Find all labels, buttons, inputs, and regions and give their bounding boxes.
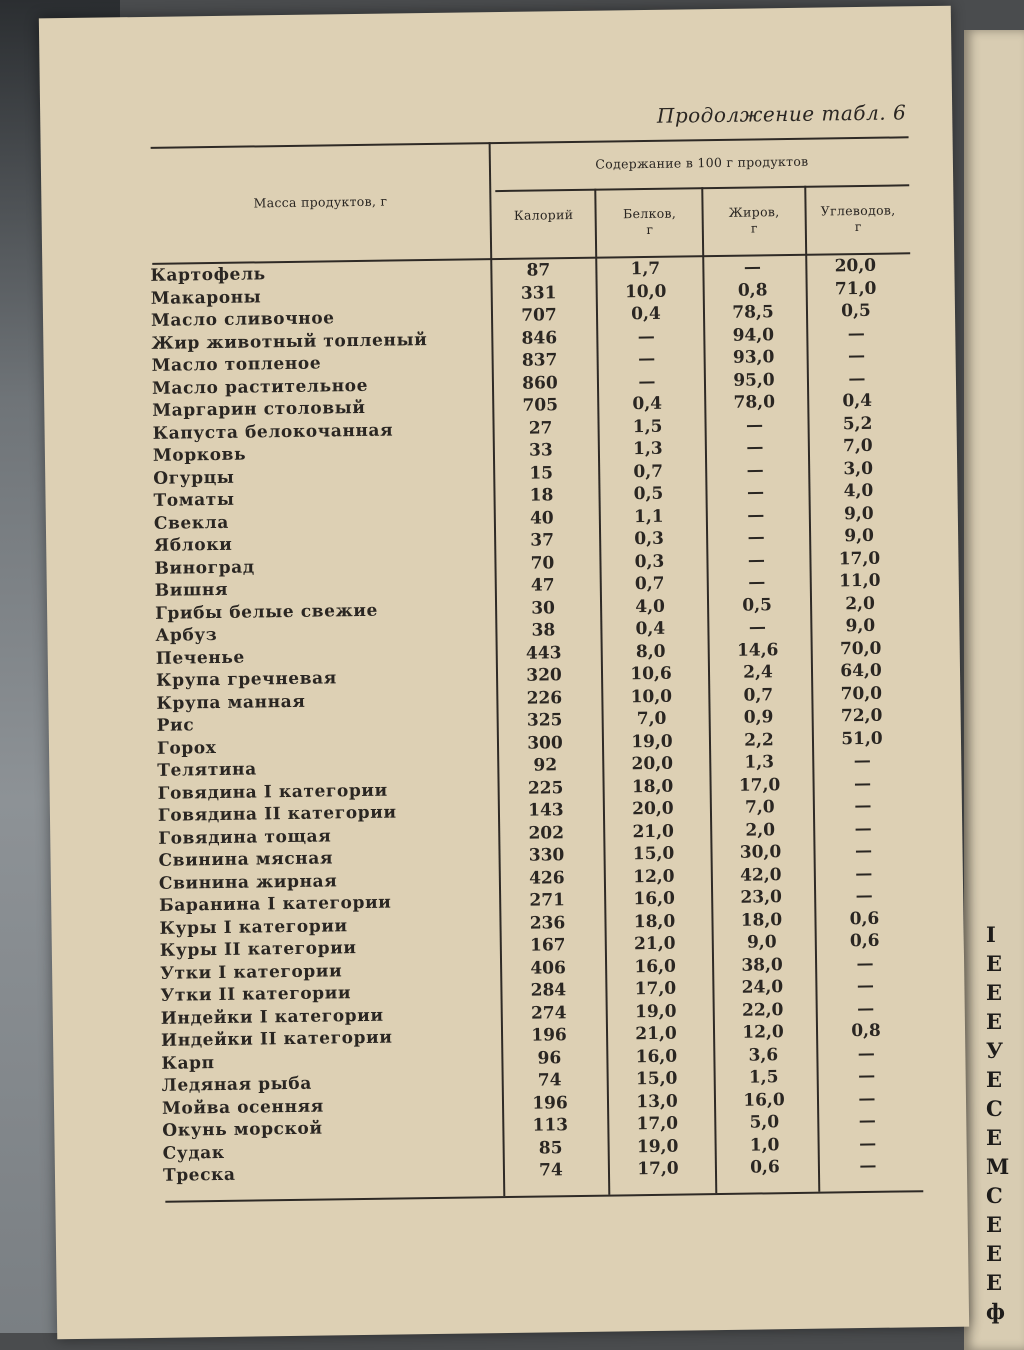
product-name: Масло растительное	[151, 375, 369, 399]
protein-value: 16,0	[633, 888, 676, 910]
header-content-group: Содержание в 100 г продуктов	[595, 153, 809, 172]
fat-value: 17,0	[738, 774, 781, 796]
fat-value: 38,0	[741, 954, 783, 976]
carbs-value: —	[856, 953, 874, 974]
carbs-value: —	[854, 840, 873, 862]
protein-value: 10,0	[630, 686, 673, 707]
book-page	[39, 6, 969, 1340]
protein-value: 12,0	[633, 866, 675, 887]
carbs-value: —	[853, 773, 872, 794]
adjacent-page-letter: Е	[986, 951, 1003, 976]
fat-value: 30,0	[739, 842, 782, 863]
calories-value: 225	[527, 777, 564, 799]
product-name: Куры I категории	[159, 915, 348, 939]
table-caption: Продолжение табл. 6	[656, 100, 907, 128]
fat-value: —	[746, 459, 764, 481]
product-name: Ледяная рыба	[161, 1073, 313, 1096]
protein-value: 0,3	[634, 551, 665, 572]
carbs-value: —	[859, 1155, 877, 1177]
carbs-value: —	[858, 1088, 876, 1109]
product-name: Томаты	[153, 489, 235, 511]
fat-value: 0,7	[743, 684, 774, 706]
fat-value: —	[747, 549, 766, 571]
fat-value: 93,0	[732, 347, 775, 368]
calories-value: 15	[529, 462, 554, 484]
calories-value: 37	[530, 530, 555, 551]
carbs-value: 4,0	[843, 480, 874, 502]
product-name: Жир животный топленый	[151, 329, 428, 354]
table-bottom-rule	[165, 1190, 923, 1203]
protein-value: 0,7	[634, 573, 665, 595]
product-name: Яблоки	[154, 534, 233, 556]
calories-value: 443	[525, 642, 562, 664]
product-name: Говядина II категории	[157, 802, 397, 826]
product-name: Капуста белокочанная	[152, 420, 394, 444]
fat-value: 7,0	[744, 797, 775, 818]
carbs-value: —	[857, 1043, 875, 1064]
calories-value: 18	[529, 485, 554, 506]
protein-value: 19,0	[631, 731, 673, 752]
protein-value: 1,5	[632, 416, 663, 437]
calories-value: 320	[526, 665, 562, 686]
calories-value: 85	[538, 1137, 563, 1159]
carbs-value: 9,0	[845, 615, 876, 637]
protein-value: 21,0	[635, 1023, 677, 1045]
adjacent-page-letter: С	[986, 1183, 1003, 1208]
calories-value: 202	[528, 822, 565, 844]
protein-value: 17,0	[636, 1113, 679, 1135]
calories-value: 426	[528, 867, 565, 889]
fat-value: 78,0	[733, 392, 776, 413]
fat-value: 1,0	[749, 1134, 780, 1156]
calories-value: 271	[529, 890, 566, 911]
protein-value: 4,0	[635, 596, 666, 617]
calories-value: 196	[531, 1025, 567, 1046]
adjacent-page-letter: Е	[986, 1067, 1003, 1092]
calories-value: 27	[528, 417, 553, 439]
product-name: Морковь	[152, 444, 247, 466]
calories-value: 707	[521, 305, 557, 326]
carbs-value: —	[853, 750, 871, 772]
calories-value: 330	[528, 845, 565, 866]
protein-value: 15,0	[632, 843, 675, 865]
product-name: Свинина жирная	[158, 870, 338, 894]
protein-value: 19,0	[634, 1001, 677, 1022]
calories-value: 274	[530, 1002, 567, 1024]
adjacent-page-letter: Е	[986, 1009, 1003, 1034]
fat-value: 2,0	[745, 819, 776, 841]
protein-value: 0,4	[635, 618, 666, 640]
fat-value: 9,0	[746, 932, 777, 953]
product-name: Окунь морской	[162, 1118, 323, 1141]
adjacent-page-letter: Е	[986, 1270, 1003, 1295]
product-name: Свинина мясная	[158, 848, 334, 871]
table-body	[150, 254, 923, 1187]
adjacent-page-letter: У	[986, 1038, 1004, 1063]
product-name: Карп	[161, 1052, 215, 1074]
fat-value: —	[743, 257, 762, 278]
calories-value: 705	[522, 395, 559, 416]
product-name: Картофель	[150, 264, 266, 286]
carbs-value: —	[857, 998, 875, 1019]
protein-value: 1,3	[632, 438, 663, 460]
calories-value: 143	[528, 800, 564, 821]
product-name: Свекла	[153, 512, 230, 534]
carbs-value: —	[858, 1133, 877, 1154]
fat-value: 1,3	[744, 752, 775, 773]
protein-value: 0,4	[631, 303, 661, 325]
fat-value: 16,0	[743, 1089, 785, 1111]
calories-value: 331	[520, 282, 557, 304]
product-name: Масло сливочное	[150, 308, 335, 331]
fat-value: 42,0	[740, 864, 782, 886]
calories-value: 226	[526, 687, 563, 709]
calories-value: 47	[530, 575, 555, 596]
carbs-value: —	[855, 885, 873, 907]
calories-value: 113	[532, 1115, 569, 1136]
product-name: Мойва осенняя	[161, 1096, 325, 1119]
calories-value: 38	[531, 620, 556, 641]
fat-value: 5,0	[749, 1112, 780, 1133]
carbs-value: —	[858, 1110, 876, 1132]
product-name: Телятина	[157, 759, 257, 781]
fat-value: —	[746, 437, 764, 458]
product-name: Крупа гречневая	[155, 668, 338, 691]
calories-value: 236	[529, 912, 566, 934]
product-name: Маргарин столовый	[152, 397, 366, 421]
product-name: Вишня	[154, 579, 229, 601]
protein-value: —	[637, 326, 655, 347]
adjacent-page-text	[986, 920, 1010, 1326]
fat-value: —	[748, 617, 767, 638]
carbs-value: —	[847, 323, 865, 344]
protein-value: 1,1	[633, 506, 664, 527]
fat-value: 94,0	[732, 324, 775, 346]
product-name: Индейки II категории	[160, 1027, 393, 1051]
calories-value: 167	[529, 935, 566, 956]
table-top-rule	[151, 136, 909, 149]
calories-value: 33	[528, 440, 553, 461]
protein-value: 18,0	[631, 776, 674, 797]
calories-value: 284	[530, 980, 567, 1001]
protein-value: 21,0	[632, 821, 675, 842]
header-calories: Калорий	[513, 206, 574, 223]
product-name: Огурцы	[153, 467, 235, 489]
carbs-value: 9,0	[843, 503, 874, 524]
carbs-value: 2,0	[845, 593, 875, 614]
carbs-value: 3,0	[843, 458, 874, 479]
adjacent-page-letter: Е	[986, 1125, 1003, 1150]
adjacent-page-letter: Е	[986, 1241, 1003, 1266]
carbs-value: 71,0	[834, 278, 877, 299]
protein-value: 15,0	[635, 1068, 678, 1090]
carbs-value: 20,0	[834, 255, 877, 277]
product-name: Треска	[162, 1164, 236, 1186]
carbs-value: —	[855, 863, 873, 884]
fat-value: 95,0	[733, 369, 775, 391]
carbs-value: 51,0	[841, 728, 883, 749]
fat-value: 0,5	[742, 594, 773, 616]
protein-value: 20,0	[631, 753, 674, 775]
product-name: Арбуз	[155, 625, 218, 646]
adjacent-page-letter: С	[986, 1096, 1003, 1121]
fat-value: —	[747, 527, 765, 548]
fat-value: 12,0	[742, 1022, 784, 1043]
product-name: Утки II категории	[160, 983, 352, 1006]
carbs-value: 0,5	[841, 300, 871, 322]
calories-value: 325	[526, 710, 563, 731]
adjacent-page-letter: ф	[986, 1299, 1005, 1324]
product-name: Крупа манная	[156, 691, 306, 714]
fat-value: —	[745, 414, 764, 436]
carbs-value: 11,0	[838, 570, 881, 592]
calories-value: 74	[538, 1160, 563, 1181]
protein-value: 10,0	[624, 281, 667, 302]
product-name: Горох	[156, 737, 217, 759]
carbs-value: —	[847, 345, 866, 367]
adjacent-page-letter: М	[986, 1154, 1010, 1179]
carbs-value: —	[848, 368, 866, 389]
fat-value: 78,5	[732, 302, 774, 323]
fat-value: —	[746, 482, 765, 503]
protein-value: 17,0	[637, 1158, 679, 1180]
carbs-value: —	[858, 1065, 876, 1087]
carbs-value: —	[854, 818, 872, 839]
adjacent-page-letter: І	[986, 922, 996, 947]
calories-value: 837	[521, 350, 558, 371]
header-fat: Жиров, г	[728, 204, 780, 236]
carbs-value: 5,2	[842, 413, 873, 434]
protein-value: 0,3	[634, 528, 665, 550]
calories-value: 92	[533, 755, 558, 776]
header-protein: Белков, г	[623, 205, 677, 237]
calories-value: 74	[537, 1070, 562, 1091]
calories-value: 40	[529, 507, 554, 529]
fat-value: 14,6	[736, 639, 779, 661]
carbs-value: —	[854, 795, 872, 817]
protein-value: 17,0	[634, 978, 677, 1000]
protein-value: —	[637, 348, 656, 370]
fat-value: —	[747, 504, 765, 526]
protein-value: 21,0	[633, 933, 676, 955]
fat-value: —	[748, 572, 766, 593]
protein-value: 0,7	[633, 461, 664, 482]
fat-value: 18,0	[740, 909, 783, 931]
fat-value: 23,0	[740, 887, 783, 908]
calories-value: 300	[527, 732, 563, 754]
fat-value: 0,9	[743, 707, 774, 728]
protein-value: 13,0	[636, 1091, 678, 1112]
protein-value: 10,6	[630, 663, 672, 685]
carbs-value: 0,4	[842, 390, 873, 412]
protein-value: 7,0	[636, 708, 667, 730]
carbs-value: 0,6	[849, 930, 880, 952]
carbs-value: 72,0	[840, 705, 883, 727]
carbs-value: 17,0	[838, 548, 881, 569]
product-name: Судак	[162, 1142, 225, 1164]
calories-value: 96	[537, 1047, 562, 1069]
product-name: Грибы белые свежие	[155, 600, 379, 624]
carbs-value: —	[856, 975, 875, 997]
fat-value: 0,8	[737, 279, 768, 301]
calories-value: 87	[526, 260, 551, 281]
adjacent-page-letter: Е	[986, 1212, 1003, 1237]
protein-value: 16,0	[635, 1046, 678, 1067]
carbs-value: 7,0	[842, 435, 873, 457]
carbs-value: 70,0	[840, 683, 883, 704]
product-name: Баранина I категории	[159, 892, 392, 916]
fat-value: 1,5	[748, 1067, 779, 1088]
protein-value: 16,0	[634, 956, 676, 977]
product-name: Говядина I категории	[157, 780, 388, 804]
carbs-value: 64,0	[840, 660, 882, 682]
product-name: Куры II категории	[159, 938, 357, 961]
product-name: Индейки I категории	[160, 1005, 384, 1029]
protein-value: 0,5	[633, 483, 664, 505]
fat-value: 22,0	[741, 999, 784, 1021]
calories-value: 70	[530, 552, 555, 574]
fat-value: 2,2	[744, 729, 774, 751]
protein-value: 0,4	[632, 393, 663, 415]
calories-value: 196	[532, 1092, 568, 1114]
product-name: Утки I категории	[160, 960, 343, 984]
protein-value: 20,0	[632, 798, 674, 820]
protein-value: 8,0	[635, 641, 666, 662]
protein-value: —	[638, 371, 656, 392]
header-product-mass: Масса продуктов, г	[253, 193, 388, 211]
protein-value: 1,7	[630, 258, 661, 280]
header-carbs: Углеводов, г	[820, 202, 896, 235]
product-name: Виноград	[154, 556, 255, 579]
calories-value: 30	[531, 597, 556, 619]
protein-value: 18,0	[633, 911, 676, 932]
protein-value: 19,0	[636, 1136, 679, 1157]
carbs-value: 0,6	[849, 908, 880, 929]
product-name: Макароны	[150, 286, 262, 309]
product-name: Печенье	[155, 647, 246, 669]
carbs-value: 70,0	[839, 638, 882, 659]
fat-value: 3,6	[748, 1044, 779, 1066]
calories-value: 406	[530, 957, 567, 979]
fat-value: 0,6	[750, 1157, 780, 1178]
product-name: Говядина тощая	[158, 825, 332, 849]
carbs-value: 0,8	[851, 1020, 881, 1042]
fat-value: 24,0	[741, 977, 784, 998]
adjacent-page-letter: Е	[986, 980, 1003, 1005]
calories-value: 860	[522, 372, 558, 394]
product-name: Рис	[156, 715, 195, 736]
calories-value: 846	[521, 327, 558, 349]
product-name: Масло топленое	[151, 353, 322, 376]
fat-value: 2,4	[743, 662, 773, 683]
carbs-value: 9,0	[844, 525, 875, 547]
